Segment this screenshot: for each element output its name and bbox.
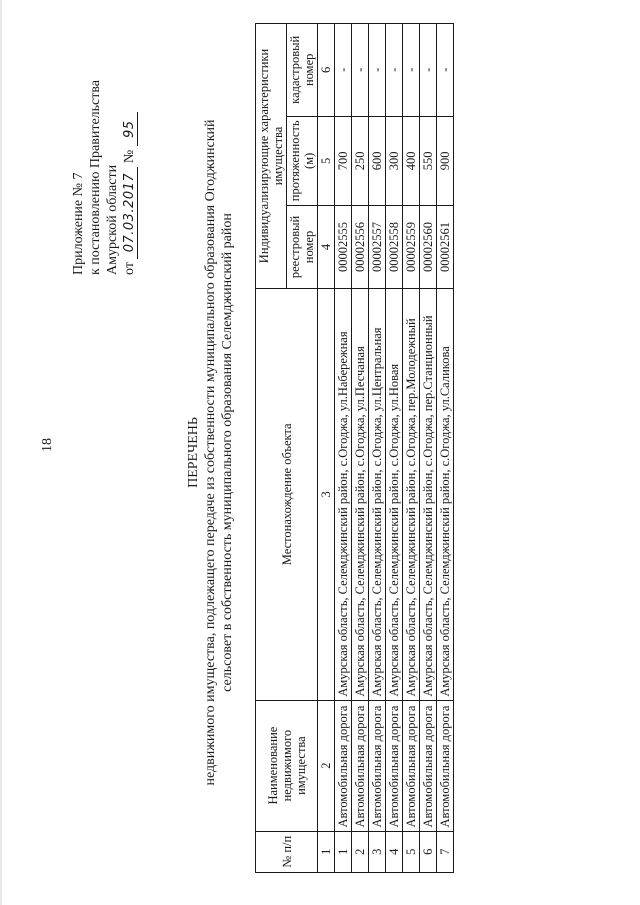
row-number: 2 bbox=[352, 831, 369, 872]
header-characteristics: Индивидуализирующие характеристики имущества bbox=[256, 24, 287, 289]
number-sign: № bbox=[122, 149, 137, 164]
row-registry: 00002558 bbox=[386, 205, 403, 288]
row-length: 550 bbox=[420, 116, 437, 205]
table-row bbox=[437, 24, 454, 873]
row-registry: 00002557 bbox=[369, 205, 386, 288]
appendix-block bbox=[70, 15, 138, 275]
row-location: Амурская область, Селемджинский район, с.Огоджа, ул.Центральная bbox=[369, 288, 386, 700]
col-number: 5 bbox=[318, 116, 335, 205]
row-cadastral: - bbox=[369, 24, 386, 117]
header-registry: реестровый номер bbox=[287, 205, 318, 288]
header-cadastral: кадастровый номер bbox=[287, 24, 318, 117]
row-location: Амурская область, Селемджинский район, с.Огоджа, пер.Молодежный bbox=[403, 288, 420, 700]
appendix-date-line bbox=[121, 15, 138, 275]
title-heading: ПЕРЕЧЕНЬ bbox=[186, 417, 201, 488]
row-length: 900 bbox=[437, 116, 454, 205]
table-row bbox=[335, 24, 352, 873]
decree-number: 95 bbox=[123, 112, 138, 146]
table-row bbox=[420, 24, 437, 873]
row-location: Амурская область, Селемджинский район, с.Огоджа, ул.Набережная bbox=[335, 288, 352, 700]
property-table bbox=[255, 23, 454, 873]
col-number: 6 bbox=[318, 24, 335, 117]
row-length: 700 bbox=[335, 116, 352, 205]
row-cadastral: - bbox=[403, 24, 420, 117]
col-number: 2 bbox=[318, 700, 335, 831]
row-registry: 00002560 bbox=[420, 205, 437, 288]
header-length: протяженность (м) bbox=[287, 116, 318, 205]
row-location: Амурская область, Селемджинский район, с.Огоджа, ул.Новая bbox=[386, 288, 403, 700]
row-name: Автомобильная дорога bbox=[403, 700, 420, 831]
table-row bbox=[403, 24, 420, 873]
row-length: 300 bbox=[386, 116, 403, 205]
row-location: Амурская область, Селемджинский район, с.Огоджа, ул.Песчаная bbox=[352, 288, 369, 700]
title-line-1: недвижимого имущества, подлежащего передаче из собственности муниципального образования Огоджинский bbox=[203, 119, 218, 786]
header-location: Местонахождение объекта bbox=[256, 288, 318, 700]
row-name: Автомобильная дорога bbox=[386, 700, 403, 831]
row-location: Амурская область, Селемджинский район, с.Огоджа, пер.Станционный bbox=[420, 288, 437, 700]
row-number: 6 bbox=[420, 831, 437, 872]
row-number: 5 bbox=[403, 831, 420, 872]
row-location: Амурская область, Селемджинский район, с.Огоджа, ул.Саликова bbox=[437, 288, 454, 700]
title-line-2: сельсовет в собственность муниципального образования Селемджинский район bbox=[220, 213, 235, 692]
col-number: 3 bbox=[318, 288, 335, 700]
row-cadastral: - bbox=[420, 24, 437, 117]
document-title bbox=[185, 40, 236, 865]
row-name: Автомобильная дорога bbox=[369, 700, 386, 831]
row-registry: 00002555 bbox=[335, 205, 352, 288]
row-number: 4 bbox=[386, 831, 403, 872]
column-number-row bbox=[318, 24, 335, 873]
appendix-line-3: Амурской области bbox=[105, 164, 120, 275]
row-cadastral: - bbox=[352, 24, 369, 117]
row-cadastral: - bbox=[386, 24, 403, 117]
row-number: 1 bbox=[335, 831, 352, 872]
row-registry: 00002559 bbox=[403, 205, 420, 288]
header-row-1 bbox=[256, 24, 287, 873]
from-prefix: от bbox=[122, 262, 137, 275]
row-name: Автомобильная дорога bbox=[352, 700, 369, 831]
row-name: Автомобильная дорога bbox=[335, 700, 352, 831]
header-num: № п/п bbox=[256, 831, 318, 872]
row-name: Автомобильная дорога bbox=[420, 700, 437, 831]
appendix-line-2: к постановлению Правительства bbox=[88, 79, 103, 275]
row-number: 7 bbox=[437, 831, 454, 872]
row-registry: 00002561 bbox=[437, 205, 454, 288]
table-row bbox=[369, 24, 386, 873]
row-number: 3 bbox=[369, 831, 386, 872]
col-number: 1 bbox=[318, 831, 335, 872]
row-name: Автомобильная дорога bbox=[437, 700, 454, 831]
row-cadastral: - bbox=[335, 24, 352, 117]
row-length: 250 bbox=[352, 116, 369, 205]
decree-date: 07.03.2017 bbox=[123, 167, 138, 259]
row-length: 600 bbox=[369, 116, 386, 205]
page-number: 18 bbox=[40, 438, 55, 452]
col-number: 4 bbox=[318, 205, 335, 288]
row-registry: 00002556 bbox=[352, 205, 369, 288]
table-row bbox=[352, 24, 369, 873]
table-row bbox=[386, 24, 403, 873]
row-cadastral: - bbox=[437, 24, 454, 117]
appendix-line-1: Приложение № 7 bbox=[71, 172, 86, 275]
row-length: 400 bbox=[403, 116, 420, 205]
header-name: Наименование недвижимого имущества bbox=[256, 700, 318, 831]
